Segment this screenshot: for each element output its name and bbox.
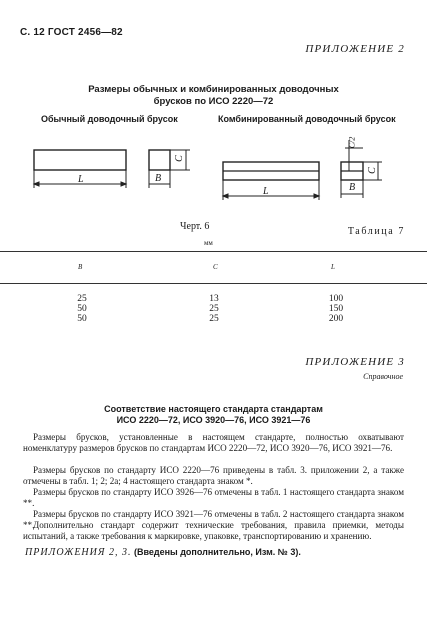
page-title-line-1: Размеры обычных и комбинированных доводочных	[88, 84, 339, 95]
section-title-line-1: Соответствие настоящего стандарта стандартам	[104, 404, 323, 414]
section-title-line-2: ИСО 2220—72, ИСО 3920—76, ИСО 3921—76	[116, 415, 311, 425]
label-width-regular: B	[155, 173, 162, 184]
table-label: Таблица 7	[347, 226, 405, 237]
table-cell: 150	[328, 304, 344, 314]
paragraph: Дополнительно стандарт содержит технические требования, правила приемки, методы испытаний, а также требования к маркировке, упаковке, транспортированию и хранению.	[23, 520, 404, 541]
table-header-c: C	[213, 263, 218, 271]
table-cell: 25	[209, 314, 219, 324]
footnote	[25, 547, 301, 558]
figure-caption-combined: Комбинированный доводочный брусок	[218, 114, 396, 124]
label-half-height-combined: C/2	[347, 136, 357, 149]
table-header-l: L	[331, 263, 335, 271]
label-length-regular: L	[78, 174, 84, 185]
regular-bar-drawing	[34, 150, 190, 188]
footnote-appendices: ПРИЛОЖЕНИЯ 2, 3.	[25, 547, 132, 558]
label-length-combined: L	[263, 186, 269, 197]
footnote-amendment: (Введены дополнительно, Изм. № 3).	[133, 547, 301, 557]
paragraph: Размеры брусков по стандарту ИСО 3921—76 отмечены в табл. 2 настоящего стандарта знаком **.	[23, 509, 404, 530]
table-cell: 13	[209, 294, 219, 304]
label-width-combined: B	[349, 182, 356, 193]
paragraph: Размеры брусков по стандарту ИСО 2220—76 приведены в табл. 3. приложении 2, а также отмечены в табл. 1; 2; 2а; 4 настоящего стандарта знаком *.	[23, 465, 404, 486]
page-reference: С. 12 ГОСТ 2456—82	[20, 27, 123, 38]
table-cell: 50	[77, 304, 87, 314]
paragraph: Размеры брусков, установленные в настоящем стандарте, полностью охватывают номенклатуру размеров брусков по стандартам ИСО 2220—72, ИСО 3920—76, ИСО 3921—76.	[23, 432, 404, 453]
label-height-regular: C	[173, 155, 185, 162]
page-title-line-2: брусков по ИСО 2220—72	[153, 96, 274, 107]
appendix-2-heading: ПРИЛОЖЕНИЕ 2	[305, 43, 405, 55]
table-header-b: B	[78, 263, 83, 271]
combined-bar-drawing	[223, 140, 382, 200]
figure-number: Черт. 6	[180, 221, 210, 232]
table-header-rule	[0, 283, 427, 284]
table-top-rule	[0, 251, 427, 252]
table-cell: 200	[328, 314, 344, 324]
label-height-combined: C	[366, 167, 378, 174]
figure-drawing	[0, 140, 427, 210]
table-cell: 100	[328, 294, 344, 304]
table-unit: мм	[204, 239, 213, 247]
table-cell: 25	[209, 304, 219, 314]
paragraph: Размеры брусков по стандарту ИСО 3926—76 отмечены в табл. 1 настоящего стандарта знаком **.	[23, 487, 404, 508]
table-cell: 25	[77, 294, 87, 304]
figure-caption-regular: Обычный доводочный брусок	[41, 114, 178, 124]
appendix-3-subtitle: Справочное	[363, 372, 403, 381]
appendix-3-heading: ПРИЛОЖЕНИЕ 3	[305, 356, 405, 368]
table-cell: 50	[77, 314, 87, 324]
